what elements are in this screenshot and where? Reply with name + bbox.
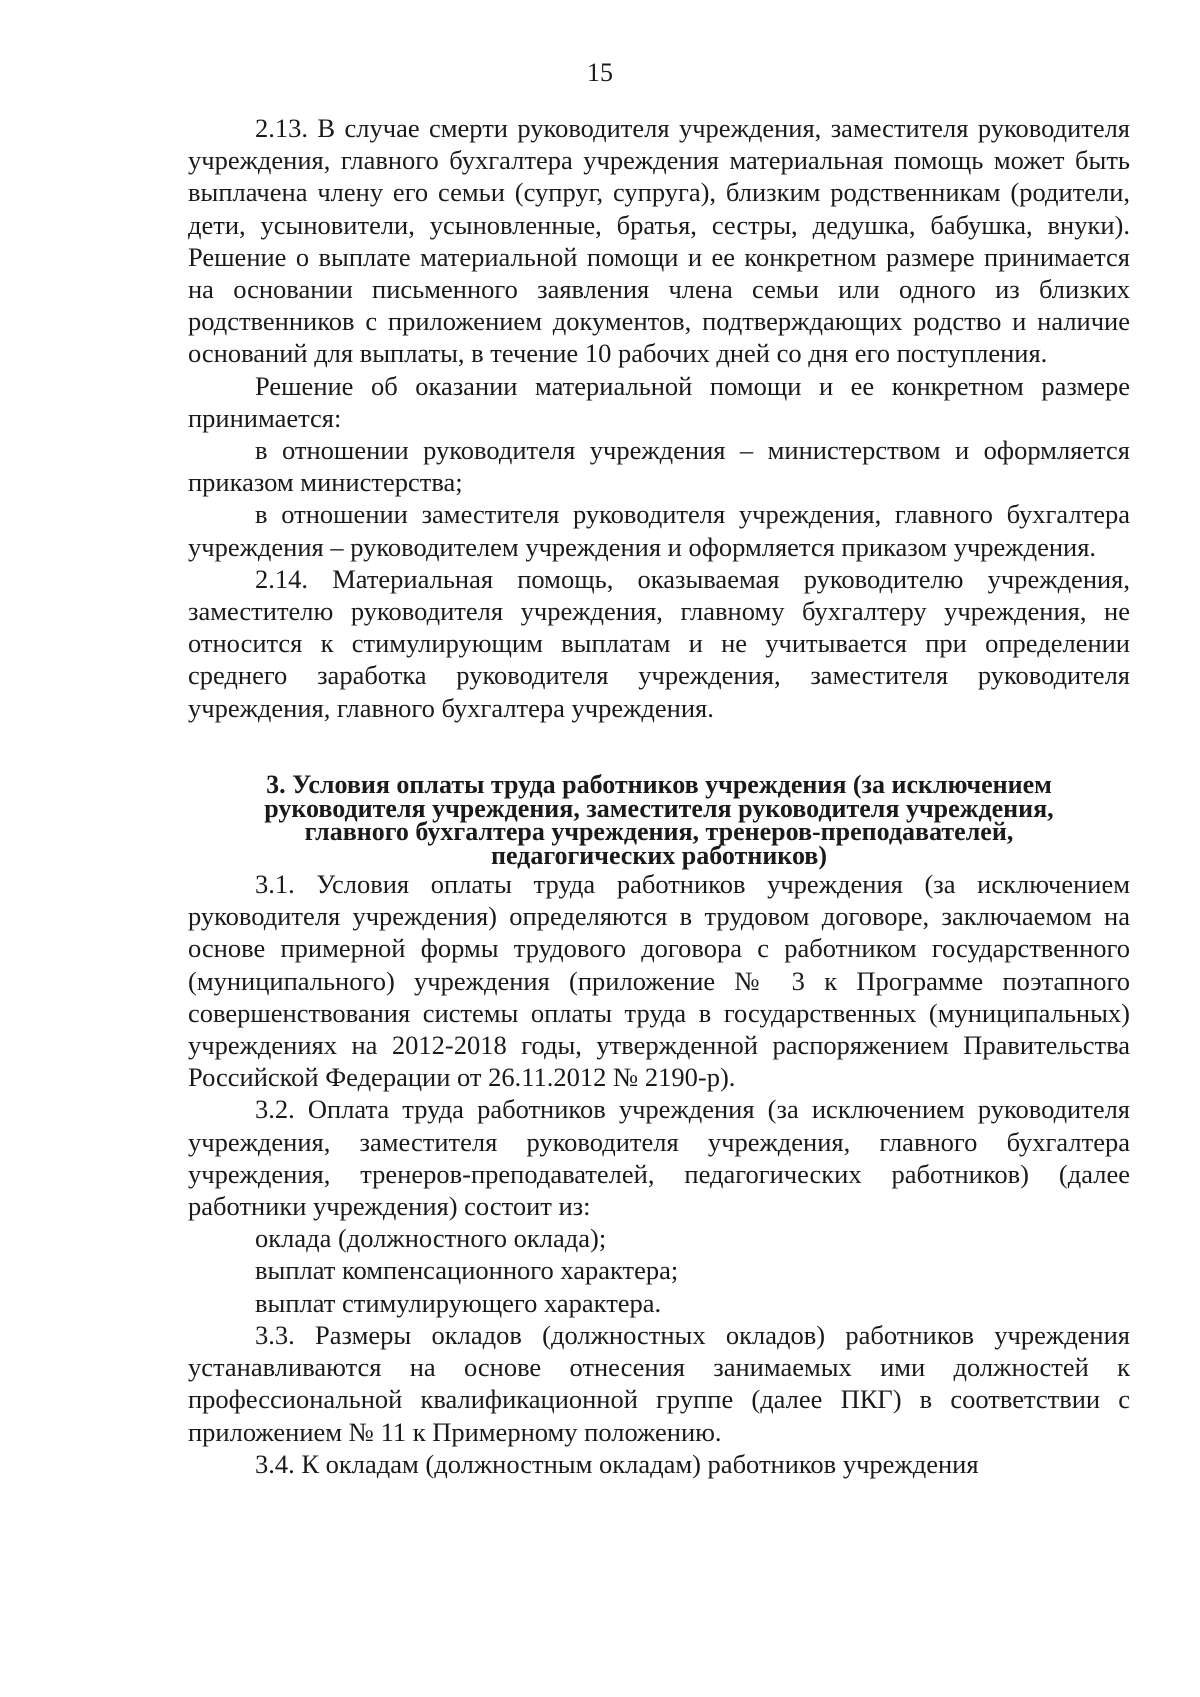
- paragraph-3-1: 3.1. Условия оплаты труда работников учреждения (за исключением руководителя учреждения) определяются в трудовом договоре, заключаемом на основе примерной формы трудового договора с работником государственного (муниципального) учреждения (приложение № 3 к Программе поэтапного совершенствования системы оплаты труда в государственных (муниципальных) учреждениях на 2012-2018 годы, утвержденной распоряжением Правительства Российской Федерации от 26.11.2012 № 2190-р).: [188, 869, 1130, 1093]
- paragraph-decision-head: в отношении руководителя учреждения – министерством и оформляется приказом министерства;: [188, 435, 1130, 498]
- paragraph-decision-deputy: в отношении заместителя руководителя учреждения, главного бухгалтера учреждения – руководителем учреждения и оформляется приказом учреждения.: [188, 499, 1130, 562]
- paragraph-3-3: 3.3. Размеры окладов (должностных окладов) работников учреждения устанавливаются на основе отнесения занимаемых ими должностей к профессиональной квалификационной группе (далее ПКГ) в соответствии с приложением № 11 к Примерному положению.: [188, 1319, 1130, 1447]
- list-item-compensation: выплат компенсационного характера;: [255, 1255, 679, 1286]
- section-3-heading: 3. Условия оплаты труда работников учреждения (за исключением руководителя учреждения, заместителя руководителя учреждения, главного бухгалтера учреждения, тренеров-преподавателей, педагогических работников): [264, 769, 1054, 871]
- document-body: [188, 112, 1130, 1480]
- paragraph-3-2: 3.2. Оплата труда работников учреждения (за исключением руководителя учреждения, заместителя руководителя учреждения, главного бухгалтера учреждения, тренеров-преподавателей, педагогических работников) (далее работники учреждения) состоит из:: [188, 1094, 1130, 1222]
- page-number: 15: [587, 58, 613, 87]
- list-item-salary: оклада (должностного оклада);: [255, 1223, 607, 1254]
- paragraph-decision-intro: Решение об оказании материальной помощи и ее конкретном размере принимается:: [188, 370, 1130, 433]
- paragraph-3-4: 3.4. К окладам (должностным окладам) работников учреждения: [255, 1448, 979, 1479]
- paragraph-2-14: 2.14. Материальная помощь, оказываемая руководителю учреждения, заместителю руководителя учреждения, главному бухгалтеру учреждения, не относится к стимулирующим выплатам и не учитывается при определении среднего заработка руководителя учреждения, заместителя руководителя учреждения, главного бухгалтера учреждения.: [188, 563, 1130, 723]
- list-item-incentive: выплат стимулирующего характера.: [255, 1287, 662, 1318]
- paragraph-2-13: 2.13. В случае смерти руководителя учреждения, заместителя руководителя учреждения, главного бухгалтера учреждения материальная помощь может быть выплачена члену его семьи (супруг, супруга), близким родственникам (родители, дети, усыновители, усыновленные, братья, сестры, дедушка, бабушка, внуки). Решение о выплате материальной помощи и ее конкретном размере принимается на основании письменного заявления члена семьи или одного из близких родственников с приложением документов, подтверждающих родство и наличие оснований для выплаты, в течение 10 рабочих дней со дня его поступления.: [188, 113, 1130, 369]
